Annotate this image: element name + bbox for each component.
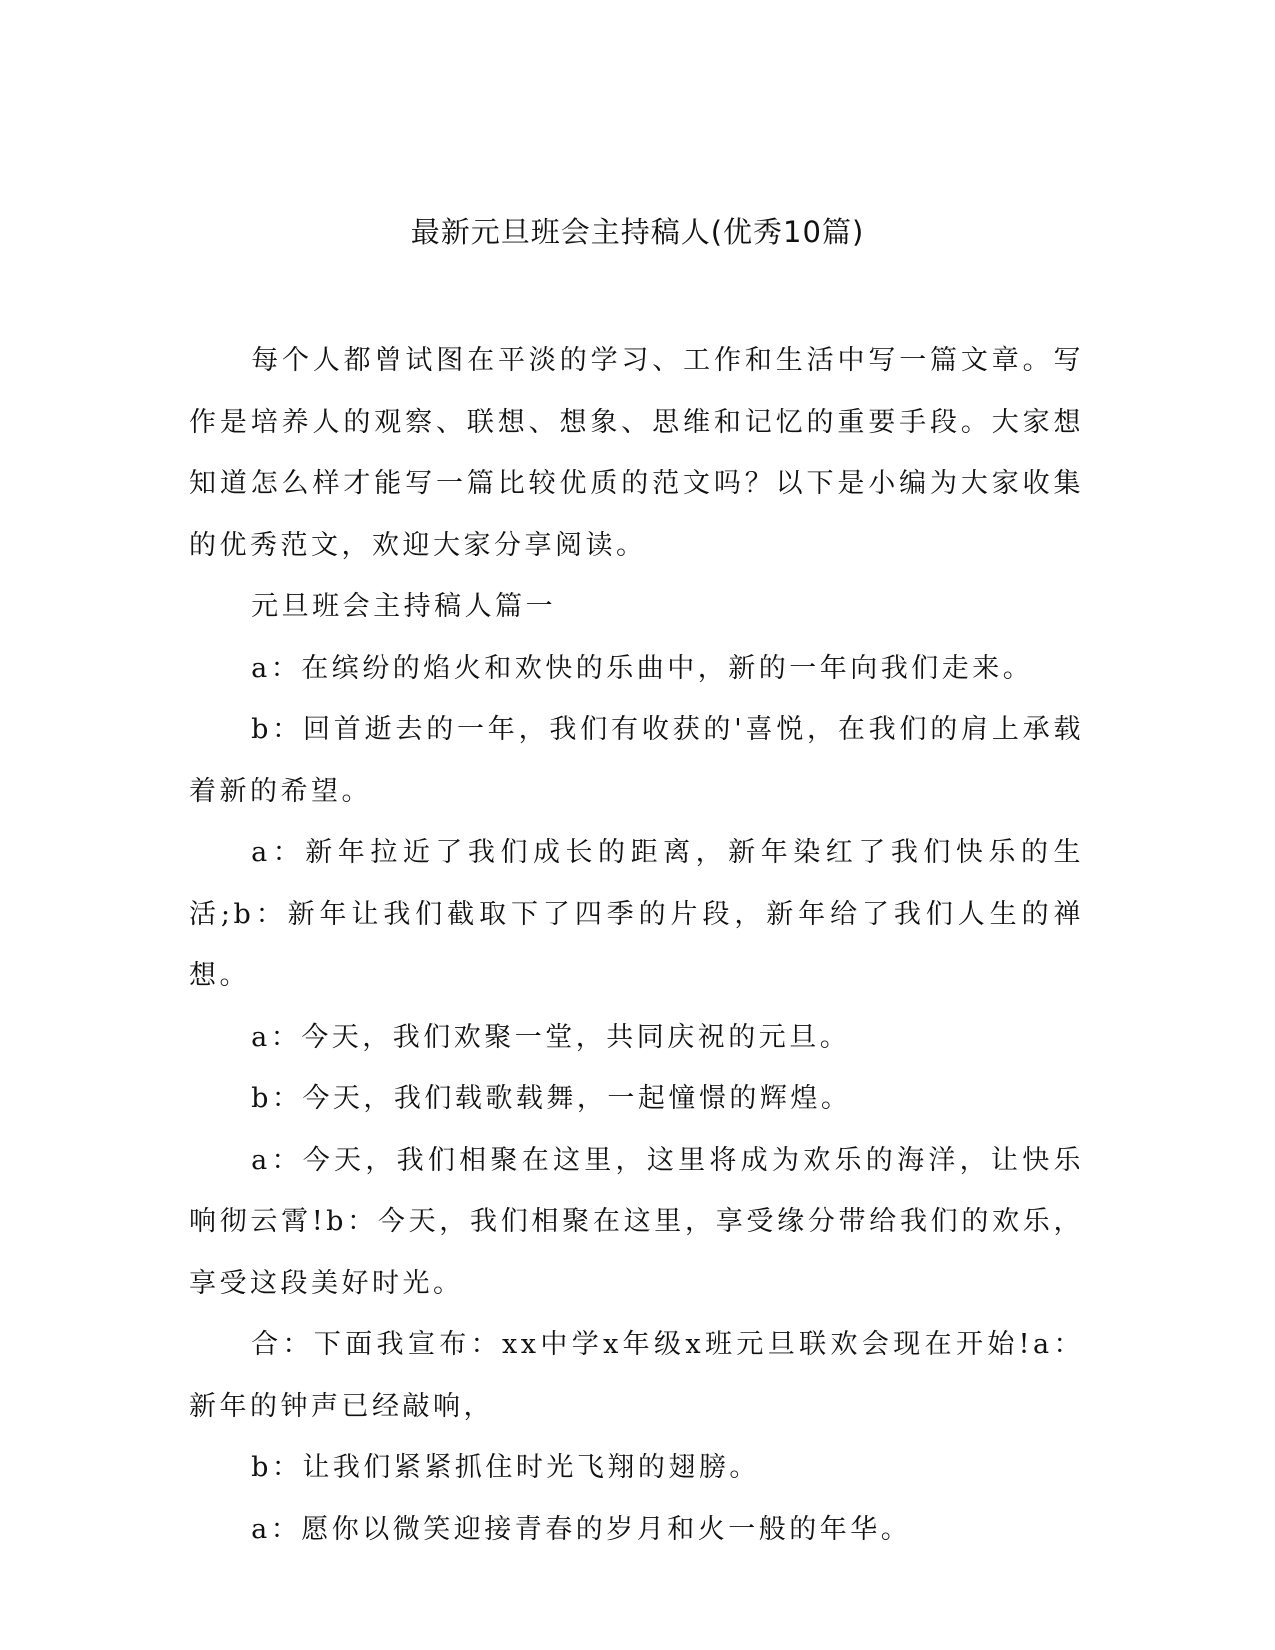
- dialogue-line: a：愿你以微笑迎接青春的岁月和火一般的年华。: [251, 1513, 912, 1545]
- dialogue-line: 合：下面我宣布：xx中学x年级x班元旦联欢会现在开始!a：新年的钟声已经敲响，: [189, 1329, 1084, 1422]
- intro-paragraph: 每个人都曾试图在平淡的学习、工作和生活中写一篇文章。写作是培养人的观察、联想、想象、思维和记忆的重要手段。大家想知道怎么样才能写一篇比较优质的范文吗？以下是小编为大家收集的优秀范文，欢迎大家分享阅读。: [189, 345, 1084, 561]
- section-heading: 元旦班会主持稿人篇一: [251, 591, 557, 622]
- dialogue-line: a：今天，我们欢聚一堂，共同庆祝的元旦。: [251, 1021, 851, 1053]
- document-title: 最新元旦班会主持稿人(优秀10篇): [410, 215, 865, 249]
- dialogue-line: b：让我们紧紧抓住时光飞翔的翅膀。: [251, 1452, 760, 1483]
- dialogue-line: b：今天，我们载歌载舞，一起憧憬的辉煌。: [251, 1083, 852, 1114]
- dialogue-line: a：在缤纷的焰火和欢快的乐曲中，新的一年向我们走来。: [251, 652, 1034, 684]
- dialogue-line: b：回首逝去的一年，我们有收获的'喜悦，在我们的肩上承载着新的希望。: [189, 714, 1084, 807]
- dialogue-line: a：今天，我们相聚在这里，这里将成为欢乐的海洋，让快乐响彻云霄!b：今天，我们相聚在这里，享受缘分带给我们的欢乐，享受这段美好时光。: [189, 1144, 1084, 1299]
- dialogue-line: a：新年拉近了我们成长的距离，新年染红了我们快乐的生活;b：新年让我们截取下了四季的片段，新年给了我们人生的禅想。: [189, 837, 1084, 991]
- document-body: [189, 330, 1084, 1560]
